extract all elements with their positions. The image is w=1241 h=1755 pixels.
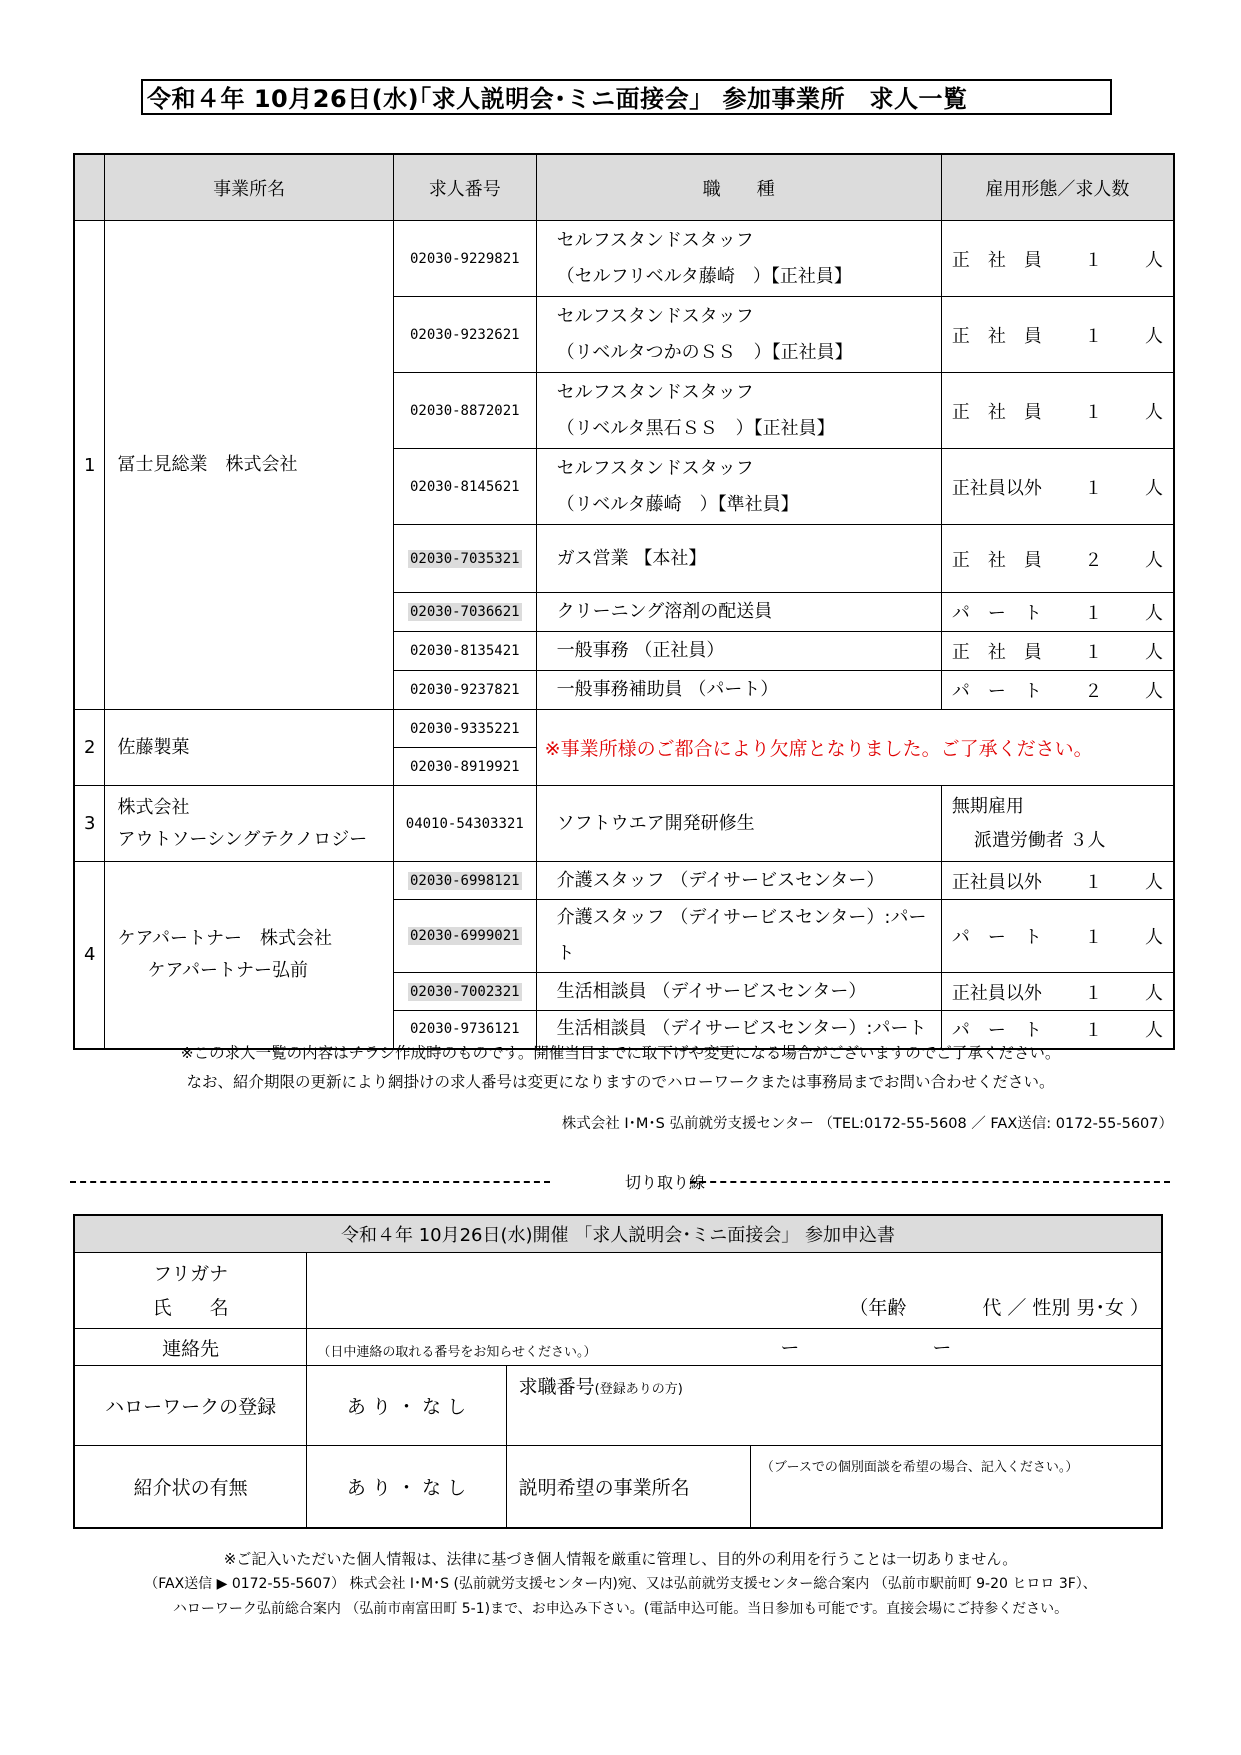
job-title: 一般事務補助員 （パート） [536, 671, 941, 710]
job-title: ガス営業 【本社】 [536, 525, 941, 593]
employment: 正社員以外 １ 人 [941, 862, 1174, 900]
form-contact-row [74, 1329, 1162, 1366]
header-company: 事業所名 [105, 154, 393, 221]
employment: パ ー ト １ 人 [941, 900, 1174, 973]
cut-line-left [70, 1181, 550, 1183]
job-title: 介護スタッフ （デイサービスセンター） [536, 862, 941, 900]
referral-label: 紹介状の有無 [74, 1446, 307, 1528]
header-employment: 雇用形態／求人数 [941, 154, 1174, 221]
page-title: 令和４年 10月26日(水)｢求人説明会･ミニ面接会」 参加事業所 求人一覧 [141, 79, 1112, 115]
job-number: 02030-9237821 [393, 671, 536, 710]
job-title: 生活相談員 （デイサービスセンター）:パート [536, 1011, 941, 1049]
employment: パ ー ト ２ 人 [941, 671, 1174, 710]
header-no [74, 154, 105, 221]
referral-choice[interactable]: あ り ・ な し [307, 1446, 506, 1528]
table-row [74, 786, 1174, 862]
job-number: 02030-8135421 [393, 632, 536, 671]
footer-line-2: （FAX送信 ▶ 0172-55-5607） 株式会社 I･M･S (弘前就労支援センター内)宛、又は弘前就労支援センター総合案内 （弘前市駅前町 9-20 ヒロロ 3F）、 [144, 1576, 1097, 1592]
table-header-row [74, 154, 1174, 221]
footer-line-1: ※ご記入いただいた個人情報は、法律に基づき個人情報を厳重に管理し、目的外の利用を行うことは一切ありません。 [223, 1550, 1018, 1568]
job-title: セルフスタンドスタッフ （リベルタ藤崎 ）【準社員】 [536, 449, 941, 525]
table-row [74, 862, 1174, 900]
company-name: ケアパートナー 株式会社 ケアパートナー弘前 [105, 862, 393, 1049]
employment: 正 社 員 １ 人 [941, 221, 1174, 297]
job-number: 04010-54303321 [393, 786, 536, 862]
wish-hint: （ブースでの個別面談を希望の場合、記入ください。） [760, 1460, 1079, 1475]
employment: 正 社 員 １ 人 [941, 632, 1174, 671]
employment: 正 社 員 １ 人 [941, 297, 1174, 373]
company-name: 佐藤製菓 [105, 710, 393, 786]
job-number: 02030-6999021 [393, 900, 536, 973]
company-name: 冨士見総業 株式会社 [105, 221, 393, 710]
application-form [73, 1214, 1163, 1529]
job-number: 02030-8872021 [393, 373, 536, 449]
company-no: 1 [74, 221, 105, 710]
seeker-no-input[interactable] [506, 1366, 1162, 1446]
footer-line-3: ハローワーク弘前総合案内 （弘前市南富田町 5-1)まで、お申込み下さい。(電話申込可能。当日参加も可能です。直接会場にご持参ください。 [172, 1601, 1069, 1617]
job-number: 02030-8919921 [393, 748, 536, 786]
employment: 正社員以外 １ 人 [941, 973, 1174, 1011]
name-input[interactable] [307, 1253, 1162, 1329]
company-name: 株式会社 アウトソーシングテクノロジー [105, 786, 393, 862]
employment: パ ー ト １ 人 [941, 1011, 1174, 1049]
note-line-2: なお、紹介期限の更新により網掛けの求人番号は変更になりますのでハローワークまたは事務局までお問い合わせください。 [186, 1073, 1055, 1091]
job-title: セルフスタンドスタッフ （リベルタつかのＳＳ ）【正社員】 [536, 297, 941, 373]
form-hellowork-row [74, 1366, 1162, 1446]
contact-dash-1: ー [780, 1337, 800, 1359]
company-no: 4 [74, 862, 105, 1049]
job-number: 02030-7035321 [393, 525, 536, 593]
cut-line [70, 1170, 1170, 1194]
wish-label: 説明希望の事業所名 [506, 1446, 750, 1528]
job-number: 02030-9232621 [393, 297, 536, 373]
name-label: フリガナ 氏 名 [74, 1253, 307, 1329]
wish-input[interactable] [750, 1446, 1162, 1528]
table-row [74, 710, 1174, 748]
contact-input[interactable] [307, 1329, 1162, 1366]
employment: 正 社 員 ２ 人 [941, 525, 1174, 593]
employment: 無期雇用 派遣労働者 ３人 [941, 786, 1174, 862]
employment: 正 社 員 １ 人 [941, 373, 1174, 449]
table-row [74, 221, 1174, 297]
contact-hint: （日中連絡の取れる番号をお知らせください。） [317, 1345, 597, 1360]
job-number: 02030-9335221 [393, 710, 536, 748]
job-title: セルフスタンドスタッフ （リベルタ黒石ＳＳ ）【正社員】 [536, 373, 941, 449]
employment: パ ー ト １ 人 [941, 593, 1174, 632]
header-job-type: 職 種 [536, 154, 941, 221]
age-gender: （年齢 代 ／ 性別 男･女 ） [849, 1297, 1149, 1319]
hellowork-choice[interactable]: あ り ・ な し [307, 1366, 506, 1446]
job-title: ソフトウエア開発研修生 [536, 786, 941, 862]
company-no: 3 [74, 786, 105, 862]
contact-dash-2: ー [932, 1337, 952, 1359]
job-number: 02030-9736121 [393, 1011, 536, 1049]
job-number: 02030-8145621 [393, 449, 536, 525]
job-title: 介護スタッフ （デイサービスセンター）:パート [536, 900, 941, 973]
job-number: 02030-9229821 [393, 221, 536, 297]
seeker-no-label: 求職番号 [518, 1376, 595, 1398]
job-list-table [73, 153, 1175, 1050]
cut-line-label: 切り取り線 [625, 1173, 706, 1192]
contact-info: 株式会社 I･M･S 弘前就労支援センター （TEL:0172-55-5608 ／ FAX送信: 0172-55-5607） [561, 1116, 1173, 1132]
hellowork-label: ハローワークの登録 [74, 1366, 307, 1446]
contact-label: 連絡先 [74, 1329, 307, 1366]
cut-line-right [690, 1181, 1170, 1183]
job-title: 生活相談員 （デイサービスセンター） [536, 973, 941, 1011]
employment: 正社員以外 １ 人 [941, 449, 1174, 525]
form-referral-row [74, 1446, 1162, 1528]
header-job-no: 求人番号 [393, 154, 536, 221]
seeker-no-hint: (登録ありの方) [594, 1382, 683, 1397]
job-title: 一般事務 （正社員） [536, 632, 941, 671]
job-number: 02030-7036621 [393, 593, 536, 632]
note-line-1: ※この求人一覧の内容はチラシ作成時のものです。開催当日までに取下げや変更になる場合がございますのでご了承ください。 [180, 1044, 1061, 1062]
job-title: セルフスタンドスタッフ （セルフリベルタ藤崎 ）【正社員】 [536, 221, 941, 297]
job-title: クリーニング溶剤の配送員 [536, 593, 941, 632]
form-name-row [74, 1253, 1162, 1329]
job-number: 02030-6998121 [393, 862, 536, 900]
form-title: 令和４年 10月26日(水)開催 「求人説明会･ミニ面接会」 参加申込書 [74, 1215, 1162, 1253]
company-no: 2 [74, 710, 105, 786]
absent-notice: ※事業所様のご都合により欠席となりました。ご了承ください。 [536, 710, 1174, 786]
job-number: 02030-7002321 [393, 973, 536, 1011]
